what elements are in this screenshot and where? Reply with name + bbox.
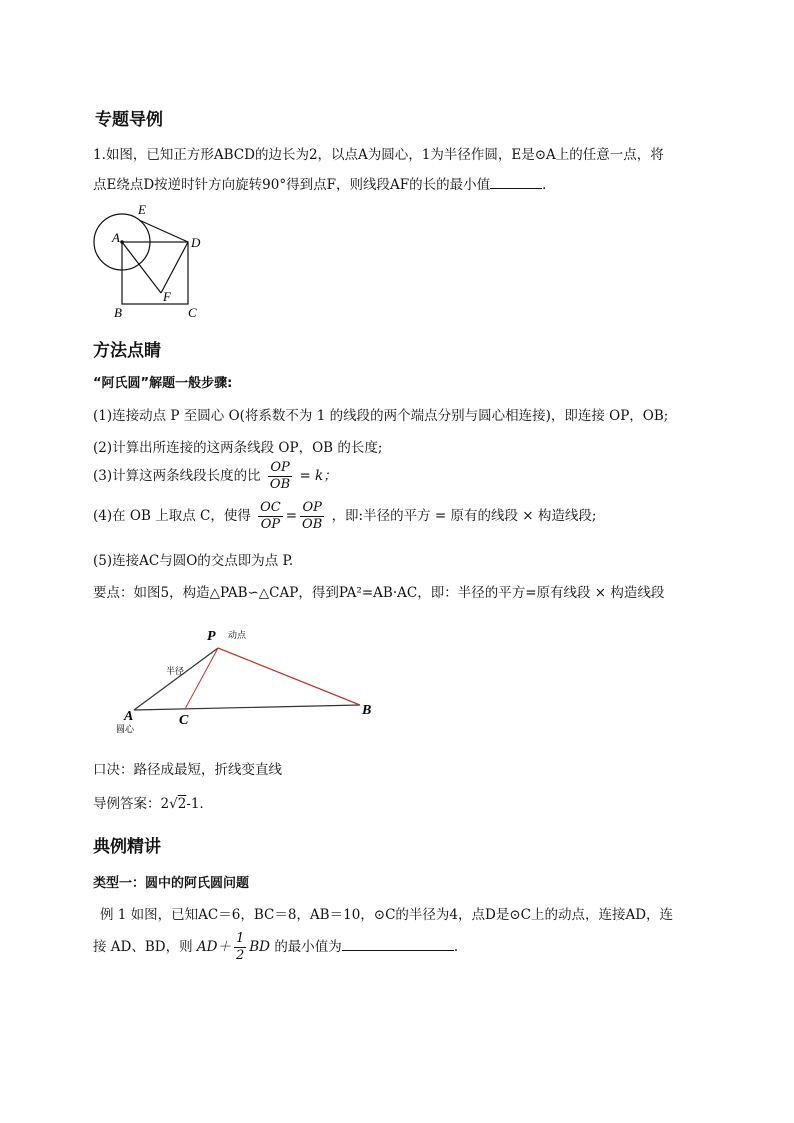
label-a: A: [112, 230, 120, 245]
section-title-dianli: 典例精讲: [93, 837, 161, 857]
step-1: (1)连接动点 P 至圆心 O(将系数不为 1 的线段的两个端点分别与圆心相连接)，即连接 OP，OB;: [93, 408, 669, 424]
example-1-end: .: [453, 939, 459, 955]
label-center: 圆心: [116, 724, 135, 734]
section-title-fangfa: 方法点睛: [93, 341, 161, 361]
step-4: [93, 500, 596, 533]
step-3: [93, 460, 337, 493]
square-circle-figure: [88, 198, 218, 323]
ratio-ob-2: OB: [302, 517, 323, 532]
step-4-conclusion: ，即:半径的平方 = 原有的线段 × 构造线段;: [331, 508, 597, 524]
step-5: (5)连接AC与圆O的交点即为点 P.: [93, 553, 294, 569]
step-4-text: (4)在 OB 上取点 C，使得: [93, 508, 251, 524]
question-1-line-2: [93, 173, 556, 193]
segment-ab: [134, 705, 360, 710]
label-moving-point: 动点: [228, 630, 247, 640]
label-c: C: [188, 305, 197, 320]
key-point: 要点：如图5，构造△PAB∽△CAP，得到PA²=AB·AC，即：半径的平方=原有线段 × 构造线段: [93, 585, 665, 601]
answer-prefix: 导例答案：2: [93, 796, 170, 812]
ratio-op-ob: [268, 460, 292, 493]
question-1-line-1: 1.如图，已知正方形ABCD的边长为2，以点A为圆心，1为半径作圆，E是⊙A上的任意一点，将: [93, 147, 664, 163]
segment-ed: [139, 220, 188, 242]
example-1-line-1: 例 1 如图，已知AC＝6，BC＝8，AB＝10，⊙C的半径为4，点D是⊙C上的动点，连接AD，连: [100, 907, 674, 923]
ratio-op: OP: [260, 517, 281, 532]
question-1-end: ．: [542, 177, 556, 193]
sqrt-sign: √: [169, 796, 178, 812]
method-subtitle: “阿氏圆”解题一般步骤:: [93, 376, 233, 391]
label-radius: 半径: [166, 666, 185, 676]
fraction-one-half: [234, 931, 246, 964]
ratio-oc-op: [258, 500, 283, 533]
label-a2: A: [124, 709, 134, 724]
segment-pc: [185, 648, 218, 709]
expr-bd: BD: [249, 939, 271, 955]
section-title-zhuanti: 专题导例: [95, 110, 163, 130]
half-numerator: 1: [235, 931, 245, 946]
segment-ap-radius: [134, 648, 218, 710]
example-1-text: 接 AD、BD，则: [93, 939, 193, 955]
example-1-line-2: [93, 931, 458, 964]
formula-rhyme: 口决：路径成最短，折线变直线: [93, 762, 282, 778]
label-f: F: [163, 289, 171, 304]
step-2: (2)计算出所连接的这两条线段 OP，OB 的长度;: [93, 440, 383, 456]
example-answer: [93, 792, 213, 812]
label-p: P: [207, 629, 216, 644]
segment-fd: [161, 242, 188, 293]
ratio-numerator: OP: [268, 460, 292, 477]
square-abcd: [122, 242, 188, 304]
type-1-heading: 类型一：圆中的阿氏圆问题: [93, 876, 250, 891]
ratio-denominator: OB: [269, 477, 291, 492]
label-b: B: [114, 305, 122, 320]
segment-pb: [218, 648, 360, 705]
step-3-text: (3)计算这两条线段长度的比: [93, 468, 261, 484]
answer-blank-2: [342, 938, 454, 951]
sqrt-radicand: 2: [177, 796, 187, 812]
label-c2: C: [179, 713, 189, 728]
segment-af: [122, 242, 161, 293]
question-1-text: 点E绕点D按逆时针方向旋转90°得到点F，则线段AF的长的最小值: [93, 177, 491, 193]
step-3-equals-k: = k；: [299, 468, 337, 484]
label-b2: B: [362, 703, 372, 718]
label-d: D: [191, 235, 201, 250]
equals-sign: =: [285, 508, 298, 524]
ratio-op-2: OP: [300, 500, 324, 517]
half-denominator: 2: [235, 948, 245, 963]
ratio-oc: OC: [260, 500, 281, 515]
answer-blank: [490, 176, 542, 189]
apollonius-triangle-figure: [112, 618, 387, 740]
label-e: E: [138, 202, 146, 217]
ratio-op-ob-2: [300, 500, 324, 533]
answer-suffix: -1．: [186, 796, 213, 812]
example-1-question: 的最小值为: [274, 939, 342, 955]
expr-ad-plus: AD＋: [196, 939, 231, 955]
center-dot-a: [120, 240, 124, 244]
